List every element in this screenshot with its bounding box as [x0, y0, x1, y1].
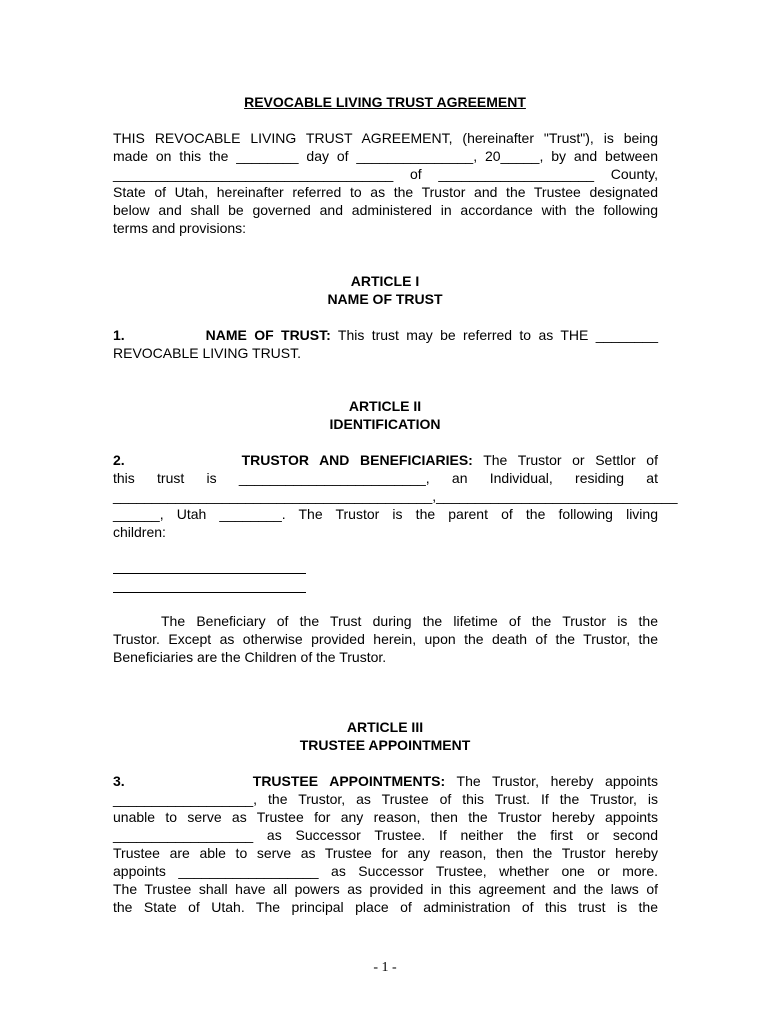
- child-name-blank-2: [113, 592, 306, 593]
- beneficiary-line: Trustor. Except as otherwise provided herein, upon the death of the Trustor, the: [113, 631, 658, 647]
- section-3-line: __________________, the Trustor, as Trustee of this Trust. If the Trustor, is: [113, 791, 658, 807]
- article-1-subtitle: NAME OF TRUST: [327, 291, 443, 307]
- section-2-number: 2.: [113, 452, 125, 468]
- document-title: REVOCABLE LIVING TRUST AGREEMENT: [244, 94, 526, 110]
- section-2-paragraph: [113, 451, 678, 541]
- section-3-line: appoints __________________ as Successor Trustee, whether one or more.: [113, 863, 658, 879]
- section-3-text: The Trustor, hereby appoints: [456, 773, 658, 789]
- page-number: - 1 -: [373, 960, 397, 975]
- intro-line: below and shall be governed and administered in accordance with the following: [113, 202, 658, 218]
- section-1-line-1: [113, 326, 658, 344]
- intro-line: THIS REVOCABLE LIVING TRUST AGREEMENT, (hereinafter "Trust"), is being: [113, 130, 658, 146]
- section-3-line: The Trustee shall have all powers as provided in this agreement and the laws of: [113, 881, 658, 897]
- intro-line: terms and provisions:: [113, 220, 247, 236]
- article-3-subtitle: TRUSTEE APPOINTMENT: [299, 737, 471, 753]
- section-3-line: __________________ as Successor Trustee. If neither the first or second: [113, 827, 658, 843]
- section-2-line-3: _________________________________________,_______________________________: [113, 488, 678, 504]
- section-3-label: TRUSTEE APPOINTMENTS:: [252, 773, 446, 789]
- section-3-line: unable to serve as Trustee for any reason, then the Trustor hereby appoints: [113, 809, 658, 825]
- beneficiary-line: The Beneficiary of the Trust during the lifetime of the Trustor is the: [161, 613, 658, 629]
- intro-line: ____________________________________ of ____________________ County,: [113, 166, 658, 182]
- section-1-text: This trust may be referred to as THE ________: [337, 327, 658, 343]
- section-1-label: NAME OF TRUST:: [205, 327, 331, 343]
- article-2-title: ARTICLE II: [348, 398, 422, 414]
- intro-line: State of Utah, hereinafter referred to as the Trustor and the Trustee designated: [113, 184, 658, 200]
- article-1-heading: [0, 272, 770, 308]
- article-3-title: ARTICLE III: [346, 719, 424, 735]
- section-2-line-4: ______, Utah ________. The Trustor is the parent of the following living: [113, 506, 658, 522]
- section-3-paragraph: [113, 772, 658, 916]
- section-3-line: the State of Utah. The principal place of administration of this trust is the: [113, 899, 658, 915]
- article-1-title: ARTICLE I: [350, 273, 420, 289]
- beneficiary-paragraph: [113, 612, 658, 666]
- section-3-number: 3.: [113, 773, 125, 789]
- intro-line: made on this the ________ day of _______________, 20_____, by and between: [113, 148, 658, 164]
- intro-paragraph: [113, 129, 658, 237]
- section-2-line-2: this trust is ________________________, an Individual, residing at: [113, 470, 658, 486]
- child-name-blank-1: [113, 573, 306, 574]
- section-1-number: 1.: [113, 327, 125, 343]
- section-3-line: Trustee are able to serve as Trustee for any reason, then the Trustor hereby: [113, 845, 658, 861]
- section-3-line-1: [113, 772, 658, 790]
- section-2-label: TRUSTOR AND BENEFICIARIES:: [241, 452, 473, 468]
- article-2-heading: [0, 397, 770, 433]
- section-2-line-5: children:: [113, 524, 166, 540]
- section-2-text: The Trustor or Settlor of: [483, 452, 658, 468]
- section-1-paragraph: [113, 326, 658, 362]
- section-1-line-2: REVOCABLE LIVING TRUST.: [113, 345, 302, 361]
- beneficiary-line: Beneficiaries are the Children of the Trustor.: [113, 649, 387, 665]
- article-2-subtitle: IDENTIFICATION: [329, 416, 441, 432]
- section-2-line-1: [113, 451, 658, 469]
- article-3-heading: [0, 718, 770, 754]
